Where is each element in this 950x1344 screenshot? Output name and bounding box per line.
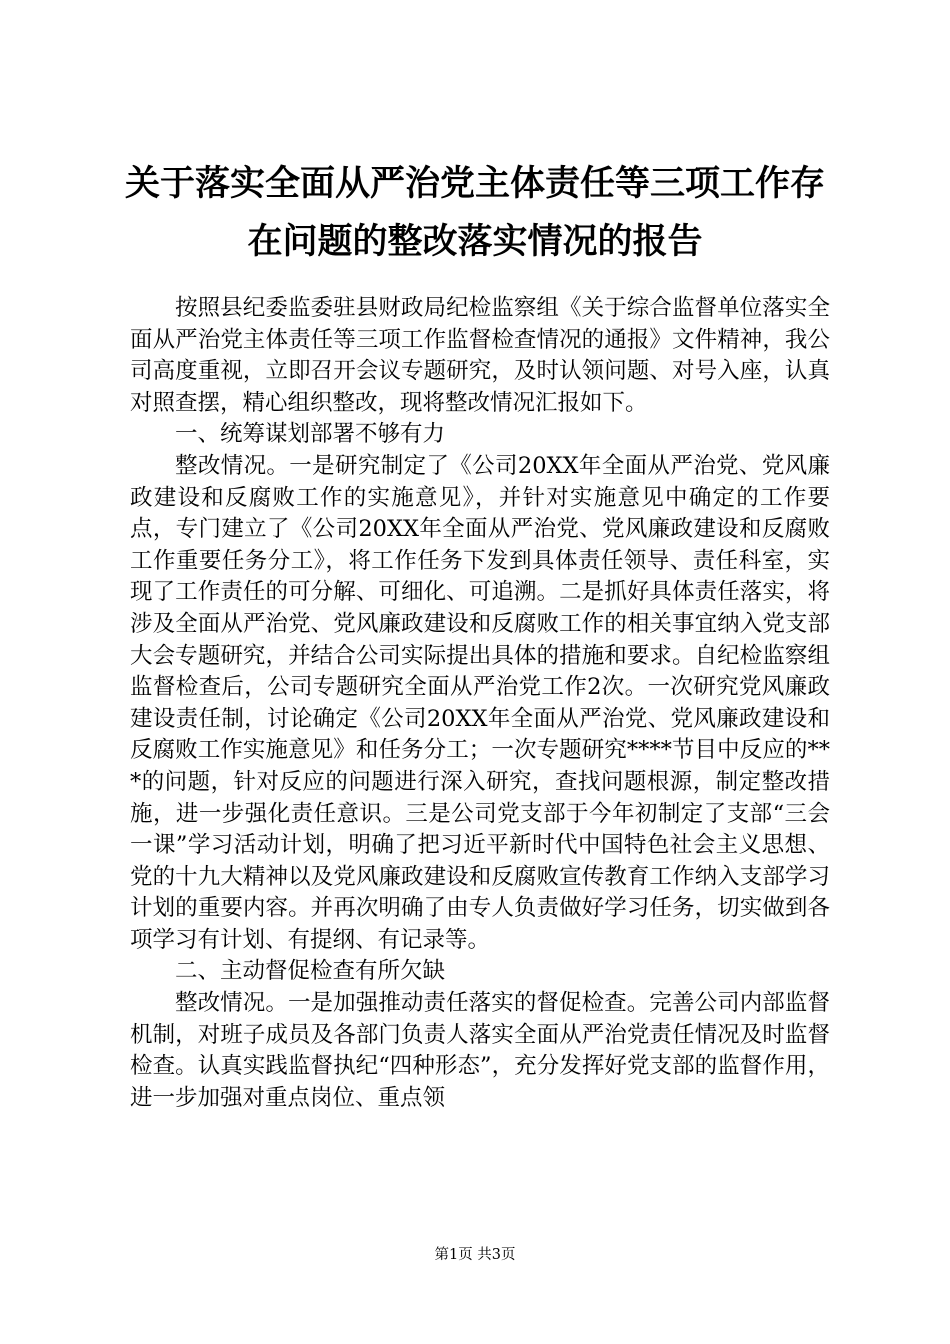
section-heading-2: 二、主动督促检查有所欠缺 bbox=[175, 958, 446, 985]
paragraph-section-1: 整改情况。一是研究制定了《公司20XX年全面从严治党、党风廉政建设和反腐败工作的实施意见》，并针对实施意见中确定的工作要点，专门建立了《公司20XX年全面从严治党、党风廉政建设和反腐败工作重要任务分工》，将工作任务下发到具体责任领导、责任科室，实现了工作责任的可分解、可细化、可追溯。二是抓好具体责任落实，将涉及全面从严治党、党风廉政建设和反腐败工作的相关事宜纳入党支部大会专题研究，并结合公司实际提出具体的措施和要求。自纪检监察组监督检查后，公司专题研究全面从严治党工作2次。一次研究党风廉政建设责任制，讨论确定《公司20XX年全面从严治党、党风廉政建设和反腐败工作实施意见》和任务分工；一次专题研究****节目中反应的***的问题，针对反应的问题进行深入研究，查找问题根源，制定整改措施，进一步强化责任意识。三是公司党支部于今年初制定了支部“三会一课”学习活动计划，明确了把习近平新时代中国特色社会主义思想、党的十九大精神以及党风廉政建设和反腐败宣传教育工作纳入支部学习计划的重要内容。并再次明确了由专人负责做好学习任务，切实做到各项学习有计划、有提纲、有记录等。 bbox=[130, 452, 830, 953]
section-heading-1: 一、统筹谋划部署不够有力 bbox=[175, 421, 446, 448]
paragraph-intro: 按照县纪委监委驻县财政局纪检监察组《关于综合监督单位落实全面从严治党主体责任等三项工作监督检查情况的通报》文件精神，我公司高度重视，立即召开会议专题研究，及时认领问题、对号入座，认真对照查摆，精心组织整改，现将整改情况汇报如下。 bbox=[130, 295, 830, 416]
page-number-footer: 第1页 共3页 bbox=[434, 1247, 516, 1263]
document-title-line-2: 在问题的整改落实情况的报告 bbox=[247, 222, 703, 262]
document-body bbox=[130, 293, 830, 1114]
paragraph-section-2: 整改情况。一是加强推动责任落实的督促检查。完善公司内部监督机制，对班子成员及各部门负责人落实全面从严治党责任情况及时监督检查。认真实践监督执纪“四种形态”，充分发挥好党支部的监督作用，进一步加强对重点岗位、重点领 bbox=[130, 990, 830, 1111]
document-title-line-1: 关于落实全面从严治党主体责任等三项工作存 bbox=[124, 164, 825, 204]
